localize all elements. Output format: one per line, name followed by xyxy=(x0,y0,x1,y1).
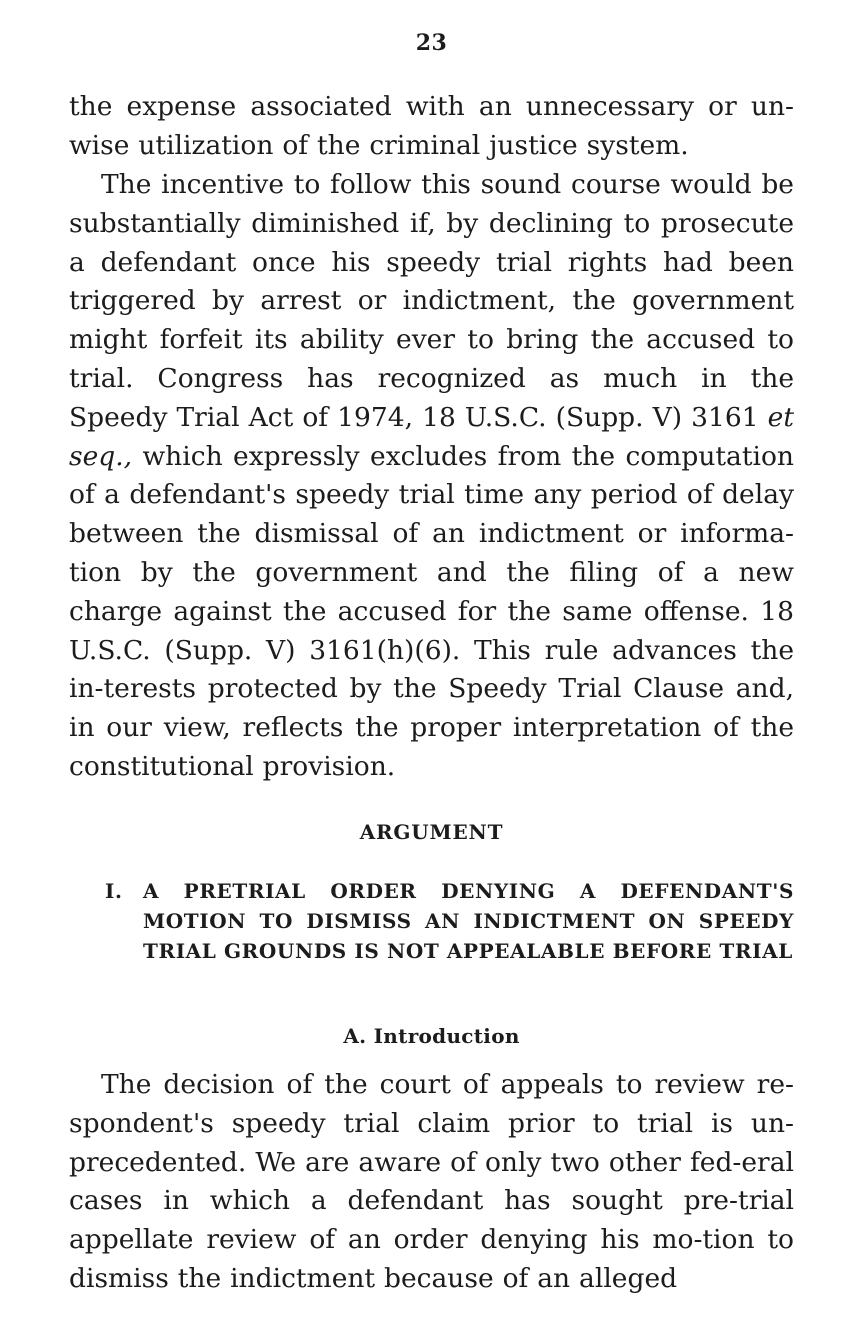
paragraph-text-before-italic: The incentive to follow this sound course would be substantially diminished if, by declining to prosecute a defendant once his speedy trial rights had been triggered by arrest or indictment, the government might forfeit its ability ever to bring the accused to trial. Congress has recognized as much in the Speedy Trial Act of 1974, 18 U.S.C. (Supp. V) 3161 xyxy=(69,169,794,433)
paragraph-introduction: The decision of the court of appeals to review re-spondent's speedy trial claim prior to trial is un-precedented. We are aware of only two other fed-eral cases in which a defendant has sought pre-trial appellate review of an order denying his mo-tion to dismiss the indictment because of an alleged xyxy=(69,1069,794,1294)
point-heading xyxy=(105,876,794,966)
point-heading-text: A PRETRIAL ORDER DENYING A DEFENDANT'S MOTION TO DISMISS AN INDICTMENT ON SPEEDY TRIAL GROUNDS IS NOT APPEALABLE BEFORE TRIAL xyxy=(143,879,794,963)
argument-heading: ARGUMENT xyxy=(359,820,504,844)
paragraph-speedy-trial-act xyxy=(69,166,794,787)
subheading-introduction: A. Introduction xyxy=(343,1024,520,1048)
page-number: 23 xyxy=(415,30,448,56)
paragraph-continuation: the expense associated with an unnecessary or un-wise utilization of the criminal justice system. xyxy=(69,91,794,161)
paragraph-text-after-italic: which expressly excludes from the computation of a defendant's speedy trial time any period of delay between the dismissal of an indictment or informa-tion by the government and the filing of a new charge against the accused for the same offense. 18 U.S.C. (Supp. V) 3161(h)(6). This rule advances the in-terests protected by the Speedy Trial Clause and, in our view, reflects the proper interpretation of the constitutional provision. xyxy=(69,440,794,782)
point-number: I. xyxy=(105,879,123,903)
italic-citation: et seq., xyxy=(69,401,794,472)
